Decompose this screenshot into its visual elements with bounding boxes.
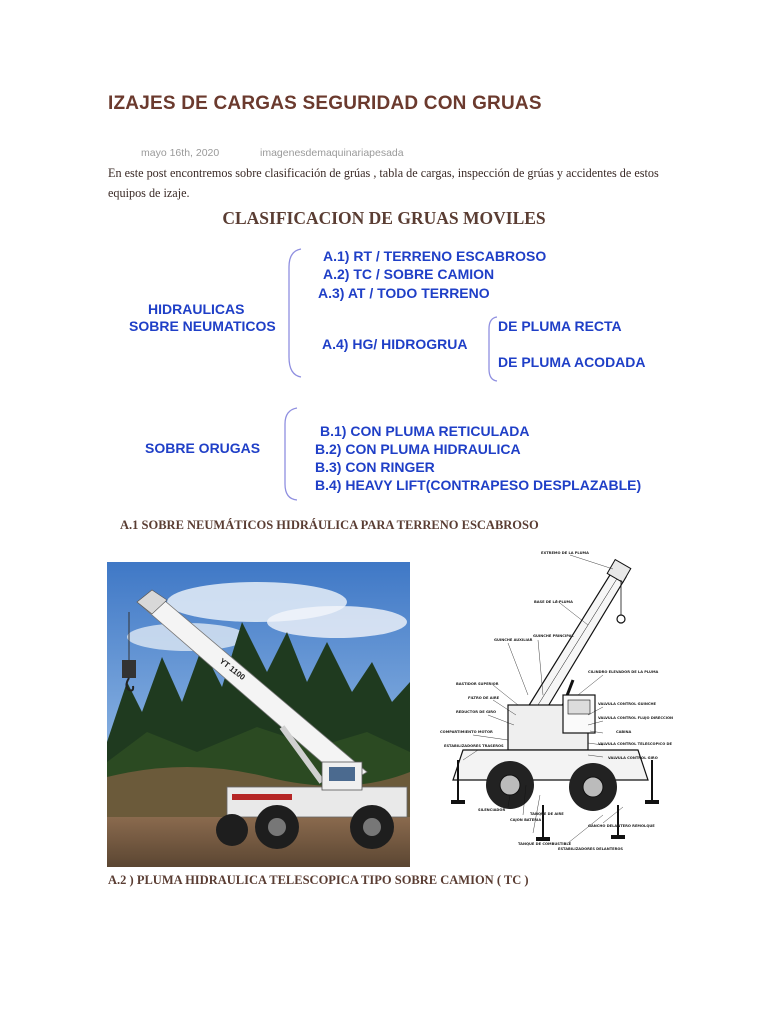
callout-guinche-principal: GUINCHE PRINCIPAL xyxy=(533,634,574,638)
bracket-crawler xyxy=(279,406,301,502)
post-title: IZAJES DE CARGAS SEGURIDAD CON GRUAS xyxy=(108,93,542,114)
callout-combustible: TANQUE DE COMBUSTIBLE xyxy=(518,842,572,846)
callout-extremo: EXTREMO DE LA PLUMA xyxy=(541,551,589,555)
class-item-a4: A.4) HG/ HIDROGRUA xyxy=(322,336,468,352)
class-item-a1: A.1) RT / TERRENO ESCABROSO xyxy=(323,248,547,264)
hydraulic-label-line1: HIDRAULICAS xyxy=(148,301,245,317)
callout-reductor: REDUCTOR DE GIRO xyxy=(456,710,497,714)
intro-paragraph: En este post encontremos sobre clasificación de grúas , tabla de cargas, inspección de grúas y accidentes de estos equipos de izaje. xyxy=(108,166,659,200)
callout-valv-giro: VALVULA CONTROL GIRO xyxy=(608,756,658,760)
callout-silenciador: SILENCIADOR xyxy=(478,808,506,812)
callout-tanque-aire: TANQUE DE AIRE xyxy=(530,812,564,816)
callout-bastidor: BASTIDOR SUPERIOR xyxy=(456,682,499,686)
post-author[interactable]: imagenesdemaquinariapesada xyxy=(260,147,404,159)
crawler-label: SOBRE ORUGAS xyxy=(145,440,261,456)
class-item-a2: A.2) TC / SOBRE CAMION xyxy=(323,266,495,282)
hg-subitem-acodada: DE PLUMA ACODADA xyxy=(498,354,646,370)
classification-heading: CLASIFICACION DE GRUAS MOVILES xyxy=(222,208,546,228)
section-a1-heading: A.1 SOBRE NEUMÁTICOS HIDRÁULICA PARA TERRENO ESCABROSO xyxy=(120,518,539,532)
callout-estab-traseros: ESTABILIZADORES TRASEROS xyxy=(444,744,504,748)
callout-bateria: CAJON BATERIA xyxy=(510,818,542,822)
crane-parts-diagram xyxy=(438,545,674,860)
class-item-a3: A.3) AT / TODO TERRENO xyxy=(318,285,490,301)
hg-subitem-recta: DE PLUMA RECTA xyxy=(498,318,622,334)
callout-valv-direccion: VALVULA CONTROL FLUJO DIRECCION xyxy=(598,716,674,720)
callout-guinche-aux: GUINCHE AUXILIAR xyxy=(494,638,533,642)
bracket-hydraulic xyxy=(283,247,305,379)
callout-motor: COMPARTIMIENTO MOTOR xyxy=(440,730,493,734)
section-a2-heading: A.2 ) PLUMA HIDRAULICA TELESCOPICA TIPO SOBRE CAMION ( TC ) xyxy=(108,873,529,887)
boom-text: YT 1100 xyxy=(217,656,247,682)
callout-filtro: FILTRO DE AIRE xyxy=(468,696,500,700)
hydraulic-label-line2: SOBRE NEUMATICOS xyxy=(129,318,276,334)
callout-base: BASE DE LA PLUMA xyxy=(534,600,573,604)
callout-estab-delanteros: ESTABILIZADORES DELANTEROS xyxy=(558,847,624,851)
callout-gancho: GANCHO DELANTERO REMOLQUE xyxy=(588,824,655,828)
class-item-b1: B.1) CON PLUMA RETICULADA xyxy=(320,423,530,439)
callout-valv-telescopico: VALVULA CONTROL TELESCOPICO DE xyxy=(598,742,672,746)
callout-cabina: CABINA xyxy=(616,730,632,734)
callout-cilindro: CILINDRO ELEVADOR DE LA PLUMA xyxy=(588,670,659,674)
callout-valv-guinche: VALVULA CONTROL GUINCHE xyxy=(598,702,656,706)
crane-photo xyxy=(107,562,410,867)
post-date[interactable]: mayo 16th, 2020 xyxy=(141,147,220,159)
class-item-b3: B.3) CON RINGER xyxy=(315,459,435,475)
class-item-b2: B.2) CON PLUMA HIDRAULICA xyxy=(315,441,521,457)
class-item-b4: B.4) HEAVY LIFT(CONTRAPESO DESPLAZABLE) xyxy=(315,477,642,493)
